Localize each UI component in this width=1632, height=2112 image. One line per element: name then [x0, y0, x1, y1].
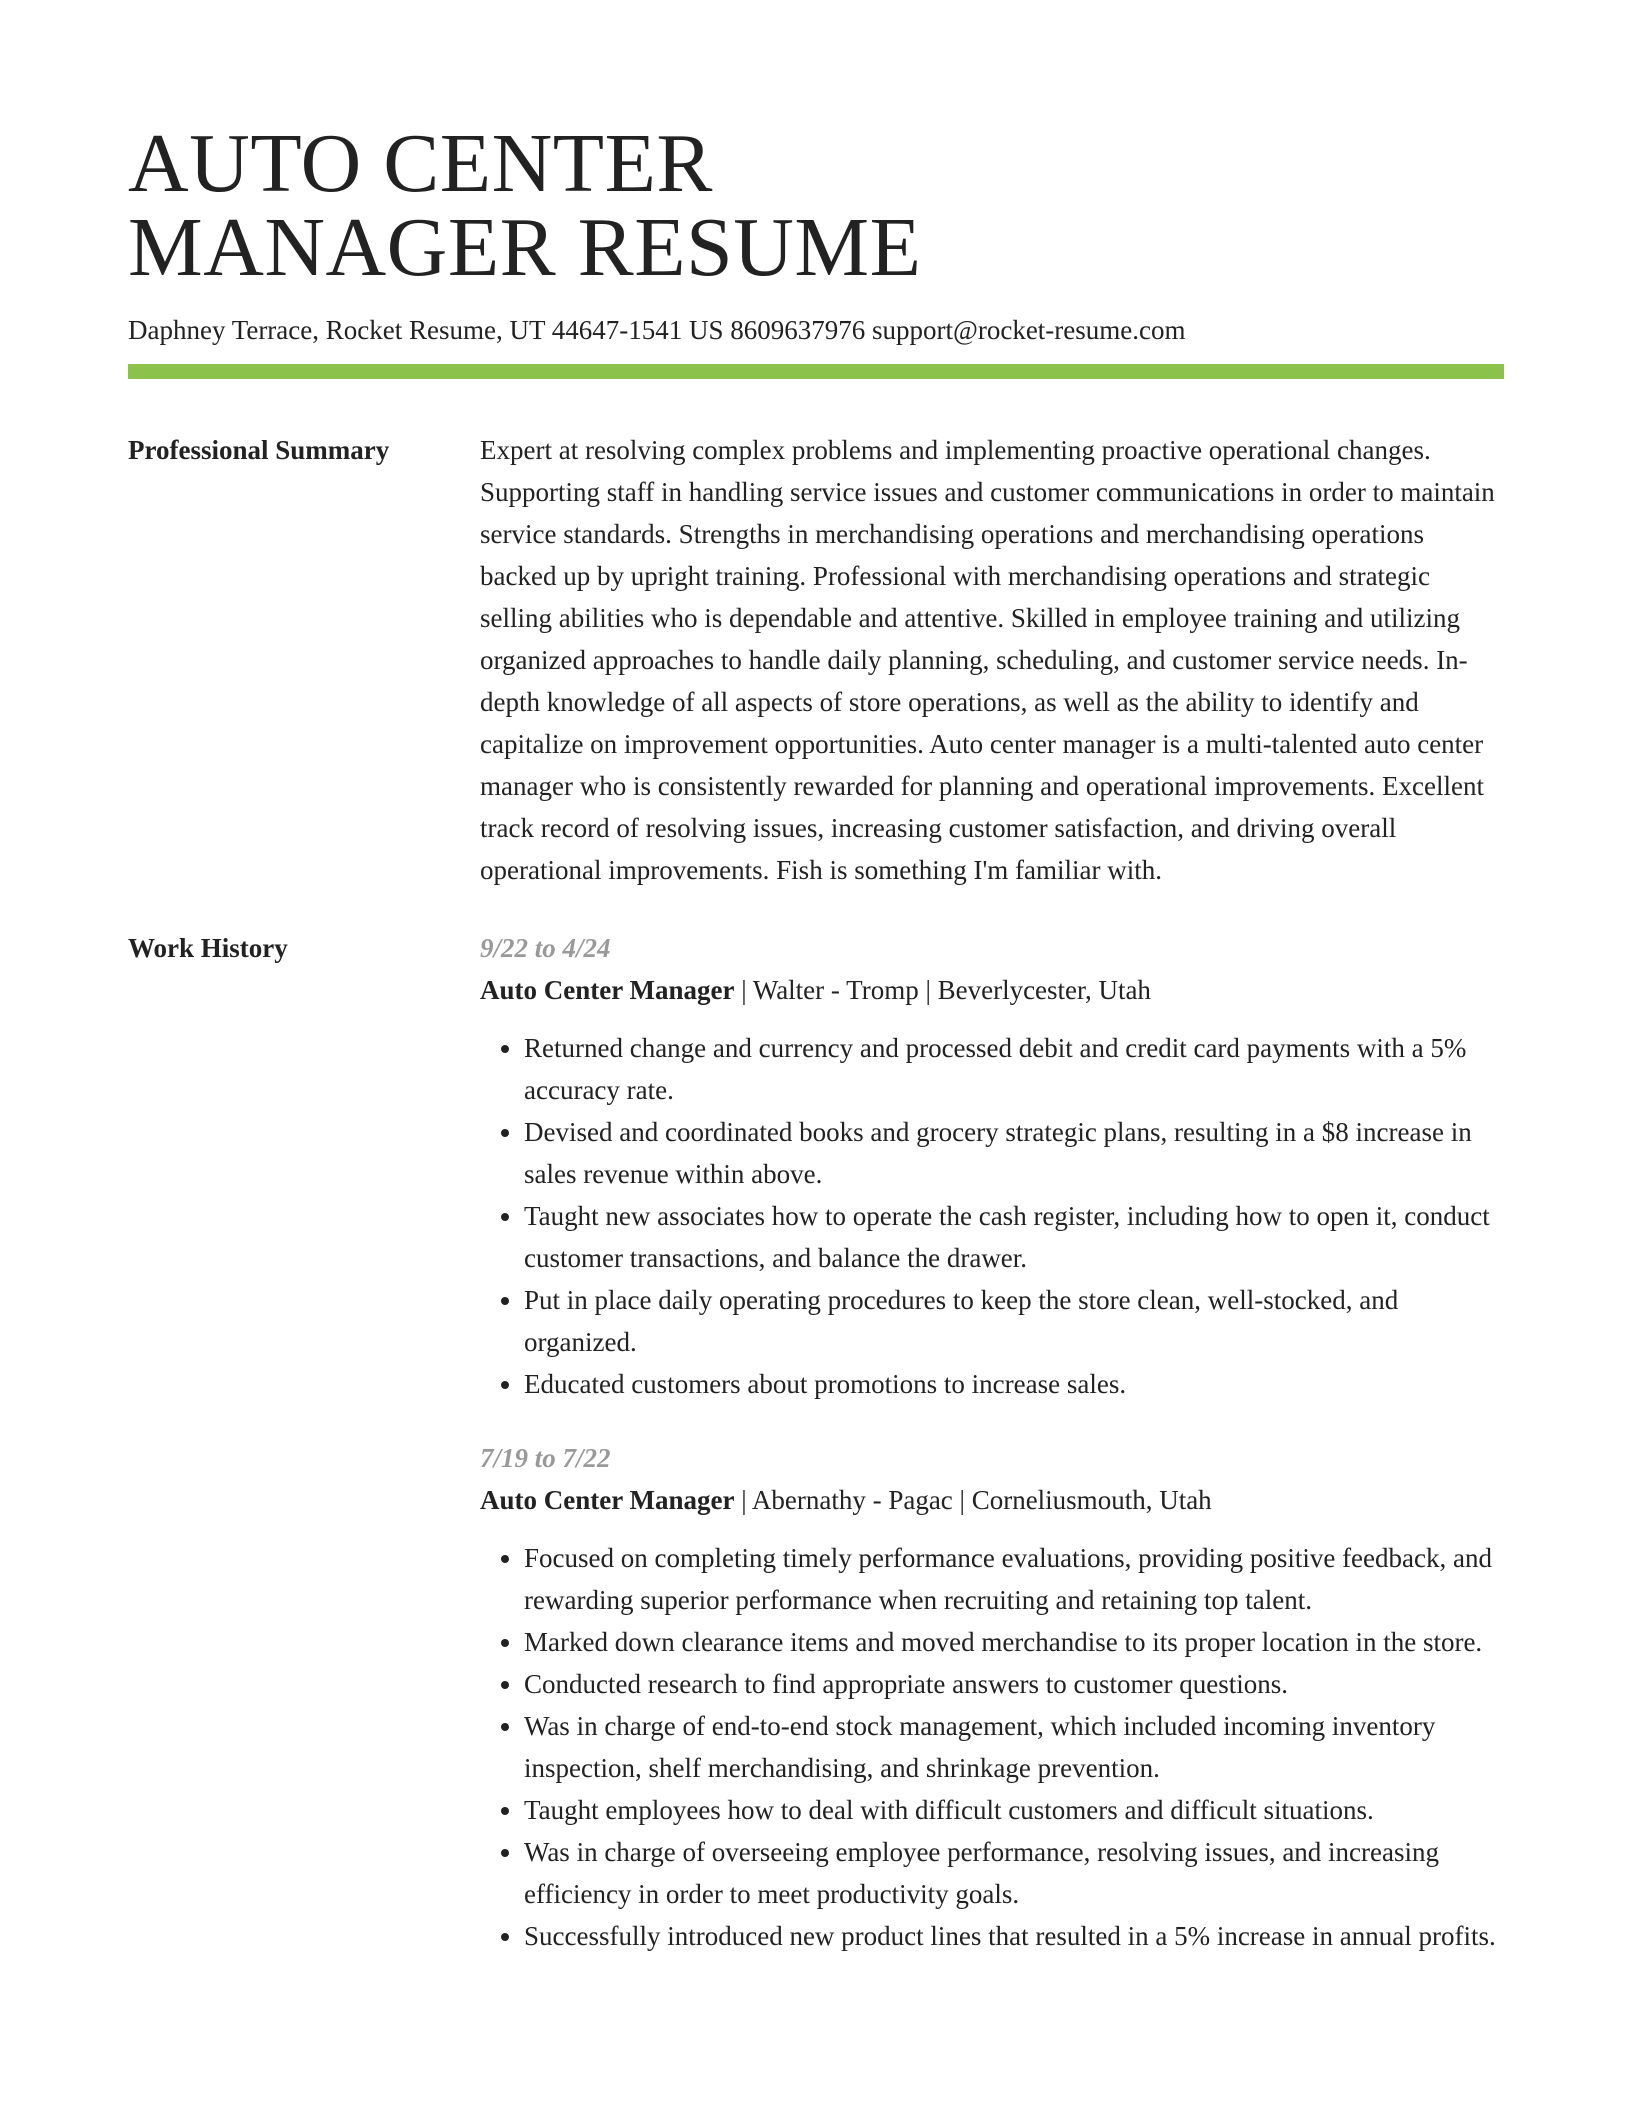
title-line-2: MANAGER RESUME — [128, 201, 922, 294]
job-bullet: • Returned change and currency and processed debit and credit card payments with a 5% accuracy rate. — [524, 1027, 1504, 1111]
summary-body — [480, 429, 1504, 891]
resume-title — [128, 117, 1504, 294]
job-bullet: • Taught new associates how to operate the cash register, including how to open it, conduct customer transactions, and balance the drawer. — [524, 1195, 1504, 1279]
section-label-work: Work History — [128, 933, 288, 963]
job-bullet: • Taught employees how to deal with difficult customers and difficult situations. — [524, 1789, 1504, 1831]
job-details: | Walter - Tromp | Beverlycester, Utah — [734, 975, 1151, 1005]
job-dates: 7/19 to 7/22 — [480, 1443, 611, 1473]
contact-line: Daphney Terrace, Rocket Resume, UT 44647-1541 US 8609637976 support@rocket-resume.com — [128, 315, 1186, 345]
job-bullets — [480, 1027, 1504, 1405]
job-bullet: • Put in place daily operating procedures to keep the store clean, well-stocked, and organized. — [524, 1279, 1504, 1363]
job-title: Auto Center Manager — [480, 1485, 735, 1515]
job-bullet: • Educated customers about promotions to increase sales. — [524, 1363, 1504, 1405]
job-bullet: • Focused on completing timely performance evaluations, providing positive feedback, and rewarding superior performance when recruiting and retaining top talent. — [524, 1537, 1504, 1621]
job-bullets — [480, 1537, 1504, 1957]
job-bullet: • Was in charge of end-to-end stock management, which included incoming inventory inspection, shelf merchandising, and shrinkage prevention. — [524, 1705, 1504, 1789]
accent-divider — [128, 364, 1504, 379]
job-heading — [480, 1479, 1504, 1521]
job-title: Auto Center Manager — [480, 975, 735, 1005]
job-bullet: • Was in charge of overseeing employee performance, resolving issues, and increasing efficiency in order to meet productivity goals. — [524, 1831, 1504, 1915]
work-history-body — [480, 927, 1504, 1989]
job-bullet: • Conducted research to find appropriate answers to customer questions. — [524, 1663, 1504, 1705]
work-history-section — [128, 927, 1504, 1989]
job-entry — [480, 1437, 1504, 1957]
job-entry — [480, 927, 1504, 1405]
job-bullet: • Marked down clearance items and moved merchandise to its proper location in the store. — [524, 1621, 1504, 1663]
professional-summary-section — [128, 429, 1504, 891]
job-bullet: • Devised and coordinated books and grocery strategic plans, resulting in a $8 increase in sales revenue within above. — [524, 1111, 1504, 1195]
job-bullet: • Successfully introduced new product lines that resulted in a 5% increase in annual profits. — [524, 1915, 1504, 1957]
title-line-1: AUTO CENTER — [128, 117, 713, 210]
job-dates: 9/22 to 4/24 — [480, 933, 611, 963]
job-heading — [480, 969, 1504, 1011]
section-label-summary: Professional Summary — [128, 435, 390, 465]
job-details: | Abernathy - Pagac | Corneliusmouth, Utah — [734, 1485, 1212, 1515]
resume-page — [128, 117, 1504, 1989]
summary-text: Expert at resolving complex problems and implementing proactive operational changes. Supporting staff in handling service issues and customer communications in order to maintain service standards. Strengths in merchandising operations and merchandising operations backed up by upright training. Professional with merchandising operations and strategic selling abilities who is dependable and attentive. Skilled in employee training and utilizing organized approaches to handle daily planning, scheduling, and customer service needs. In-depth knowledge of all aspects of store operations, as well as the ability to identify and capitalize on improvement opportunities. Auto center manager is a multi-talented auto center manager who is consistently rewarded for planning and operational improvements. Excellent track record of resolving issues, increasing customer satisfaction, and driving overall operational improvements. Fish is something I'm familiar with. — [480, 435, 1495, 885]
